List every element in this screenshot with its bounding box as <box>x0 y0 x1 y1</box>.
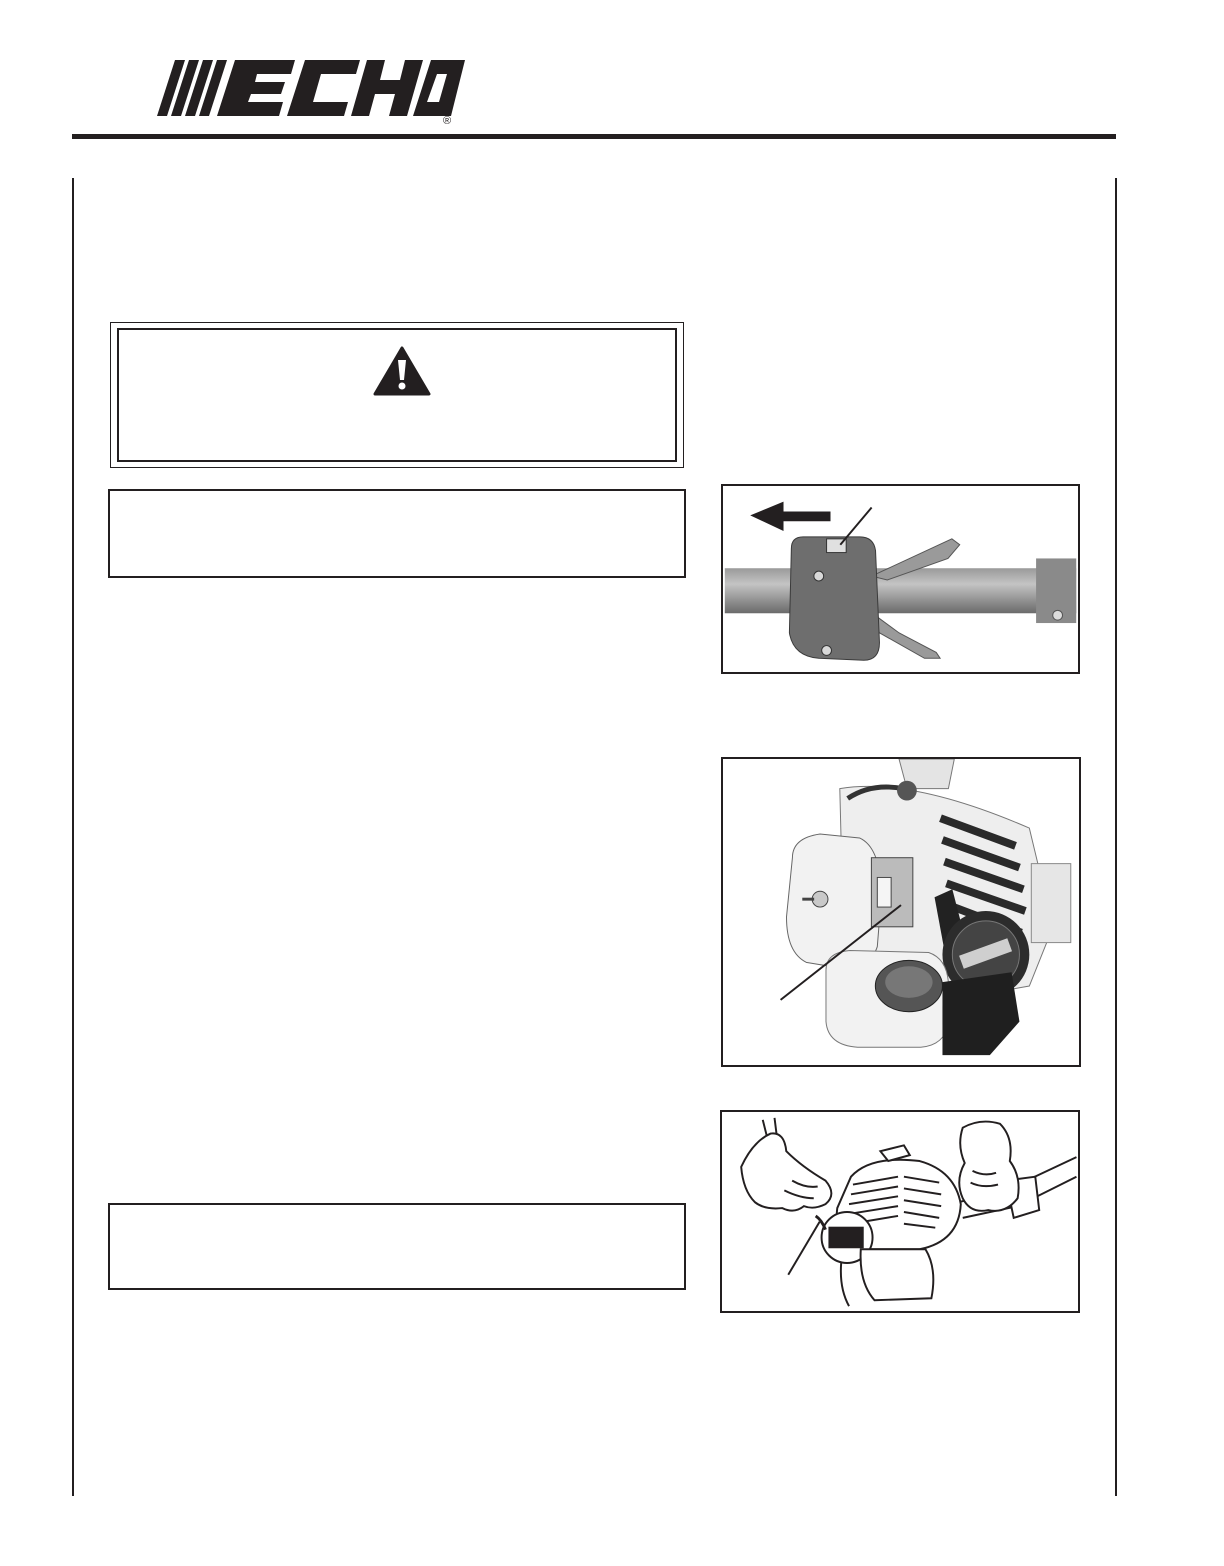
warning-triangle-icon <box>373 346 431 396</box>
left-margin-rule <box>72 178 74 1496</box>
right-margin-rule <box>1115 178 1117 1496</box>
starting-figure <box>720 1110 1080 1313</box>
registered-mark: ® <box>443 115 452 126</box>
engine-figure <box>721 757 1081 1067</box>
left-arrow-icon <box>750 502 830 531</box>
echo-logo <box>155 56 465 126</box>
note-box <box>108 489 686 578</box>
throttle-trigger <box>870 611 940 658</box>
air-cleaner-cover <box>786 834 881 968</box>
note-box <box>108 1203 686 1290</box>
switch-housing <box>789 537 879 660</box>
stop-switch-figure <box>721 484 1080 674</box>
header-rule <box>72 134 1116 139</box>
